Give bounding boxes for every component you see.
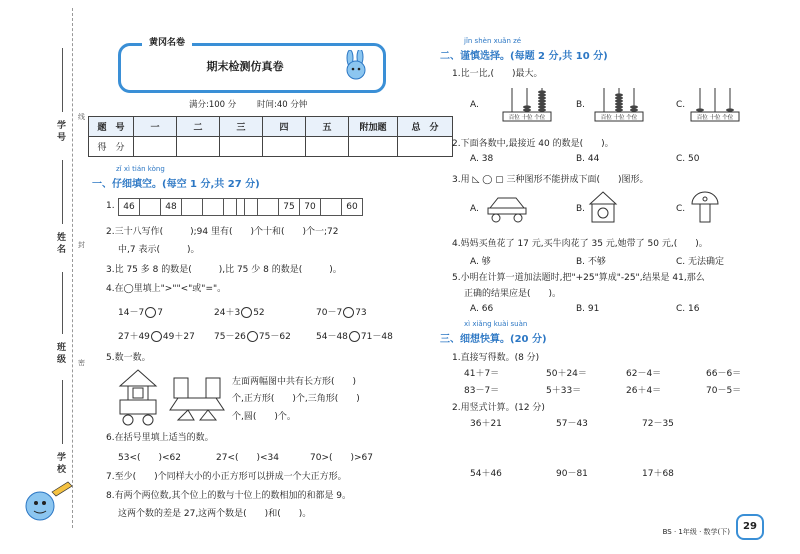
seat-no-blank[interactable] [62, 48, 63, 112]
score-header-cell: 题 号 [89, 117, 134, 137]
oral-calc-item[interactable]: 66－6＝ [706, 369, 742, 379]
vertical-calc-item[interactable]: 17＋68 [642, 469, 674, 479]
option-label[interactable]: C. [676, 100, 686, 110]
s3-q2-title: 2.用竖式计算。(12 分) [452, 403, 545, 413]
q6-item: 53<( )<62 [118, 453, 182, 463]
compare-circle[interactable] [247, 331, 258, 342]
score-header-cell: 二 [177, 117, 220, 137]
seal-mark: 封 [78, 241, 85, 249]
compare-row: 70－7 73 [316, 308, 367, 318]
q2-line1: 2.三十八写作( );94 里有( )个十和( )个一;72 [106, 227, 339, 237]
option-label[interactable]: A. 66 [470, 304, 494, 314]
name-label: 姓 名 [55, 232, 65, 254]
seat-no-label: 学 号 [55, 120, 65, 142]
score-header-cell: 三 [220, 117, 263, 137]
q2-line2: 中,7 表示( )。 [118, 245, 200, 255]
oral-calc-item[interactable]: 41＋7＝ [464, 369, 500, 379]
score-header-cell: 四 [263, 117, 306, 137]
section1-pinyin: zǐ xì tián kòng [116, 165, 165, 173]
s2-q3-text: 3.用 ◺ ◯ ▢ 三种图形不能拼成下面( )图形。 [452, 175, 649, 185]
option-label[interactable]: B. 44 [576, 154, 600, 164]
name-blank[interactable] [62, 160, 63, 224]
score-table-score-row [89, 137, 453, 157]
number-box[interactable]: 60 [341, 198, 363, 216]
option-label[interactable]: C. [676, 204, 686, 214]
cart-figure-icon [166, 372, 228, 422]
s2-q1-text: 1.比一比,( )最大。 [452, 69, 543, 79]
abacus-a-icon [502, 84, 552, 122]
q3-text: 3.比 75 多 8 的数是( ),比 75 少 8 的数是( )。 [106, 265, 342, 275]
line-mark: 线 [78, 113, 85, 121]
number-box[interactable]: 48 [160, 198, 182, 216]
s2-q5-line2: 正确的结果应是( )。 [464, 289, 562, 299]
s2-q2-text: 2.下面各数中,最接近 40 的数是( )。 [452, 139, 614, 149]
option-label[interactable]: C. 16 [676, 304, 700, 314]
school-blank[interactable] [62, 380, 63, 444]
q8-line1: 8.有两个两位数,其个位上的数与十位上的数相加的和都是 9。 [106, 491, 352, 501]
number-box[interactable] [320, 198, 342, 216]
pencil-mascot-icon [20, 478, 74, 524]
q6-item: 70>( )>67 [310, 453, 374, 463]
compare-circle[interactable] [241, 307, 252, 318]
number-box[interactable] [257, 198, 279, 216]
abacus-b-icon [594, 84, 644, 122]
abacus-label: 百位 十位 个位 [600, 115, 638, 121]
oral-calc-item[interactable]: 50＋24＝ [546, 369, 587, 379]
class-label: 班 级 [55, 342, 65, 364]
oral-calc-item[interactable]: 26＋4＝ [626, 386, 662, 396]
s2-q5-line1: 5.小明在计算一道加法题时,把"+25"算成"-25",结果是 41,那么 [452, 273, 705, 283]
number-box[interactable] [202, 198, 224, 216]
compare-circle[interactable] [145, 307, 156, 318]
number-box[interactable]: 46 [118, 198, 140, 216]
number-box[interactable]: 70 [299, 198, 321, 216]
compare-row: 27＋49 49＋27 [118, 332, 195, 342]
vertical-calc-item[interactable]: 90－81 [556, 469, 588, 479]
compare-row: 75－26 75－62 [214, 332, 291, 342]
class-blank[interactable] [62, 272, 63, 334]
oral-calc-item[interactable]: 83－7＝ [464, 386, 500, 396]
score-header-cell: 五 [306, 117, 349, 137]
time-limit: 时间:40 分钟 [257, 100, 308, 110]
score-table [88, 116, 453, 157]
mushroom-figure-icon [690, 190, 720, 224]
s2-q4-text: 4.妈妈买鱼花了 17 元,买牛肉花了 35 元,她带了 50 元,( )。 [452, 239, 708, 249]
compare-circle[interactable] [343, 307, 354, 318]
number-box[interactable] [181, 198, 203, 216]
section3-pinyin: xì xiǎng kuài suàn [464, 320, 528, 328]
score-cell[interactable] [306, 137, 349, 157]
number-box[interactable] [236, 198, 258, 216]
score-row-label: 得 分 [89, 137, 134, 157]
score-header-cell: 总 分 [398, 117, 453, 137]
q5-title: 5.数一数。 [106, 353, 151, 363]
section3-title: 三、细想快算。(20 分) [440, 334, 547, 345]
house-figure-icon [116, 368, 160, 426]
abacus-label: 百位 十位 个位 [508, 115, 546, 121]
score-cell[interactable] [263, 137, 306, 157]
score-header-cell: 附加题 [349, 117, 398, 137]
number-box[interactable] [139, 198, 161, 216]
abacus-c-icon [690, 84, 740, 122]
section2-pinyin: jǐn shèn xuǎn zé [464, 37, 522, 45]
compare-row: 24＋3 52 [214, 308, 265, 318]
compare-circle[interactable] [349, 331, 360, 342]
score-cell[interactable] [177, 137, 220, 157]
q6-item: 27<( )<34 [216, 453, 280, 463]
vertical-calc-item[interactable]: 54＋46 [470, 469, 502, 479]
full-score: 满分:100 分 [189, 100, 237, 110]
section2-title: 二、谨慎选择。(每题 2 分,共 10 分) [440, 51, 608, 62]
option-label[interactable]: A. 38 [470, 154, 494, 164]
option-label[interactable]: A. 够 [470, 257, 491, 267]
binding-line [72, 8, 73, 528]
option-label[interactable]: B. 91 [576, 304, 600, 314]
q6-title: 6.在括号里填上适当的数。 [106, 433, 214, 443]
house-shape-icon [588, 190, 618, 224]
abacus-label: 百位 十位 个位 [696, 115, 734, 121]
option-label[interactable]: C. 50 [676, 154, 700, 164]
footer-text: BS · 1年级 · 数学(下) [662, 528, 730, 536]
option-label[interactable]: B. [576, 100, 586, 110]
q1-label: 1. [106, 201, 115, 211]
score-header-cell: 一 [134, 117, 177, 137]
q4-title: 4.在◯里填上">""<"或"="。 [106, 284, 227, 294]
compare-circle[interactable] [151, 331, 162, 342]
vertical-calc-item[interactable]: 36＋21 [470, 419, 502, 429]
option-label[interactable]: C. 无法确定 [676, 257, 725, 267]
secret-mark: 密 [78, 359, 85, 367]
compare-row: 14－7 7 [118, 308, 163, 318]
car-figure-icon [484, 194, 530, 224]
option-label[interactable]: A. [470, 100, 479, 110]
oral-calc-item[interactable]: 5＋33＝ [546, 386, 582, 396]
option-label[interactable]: B. 不够 [576, 257, 606, 267]
section1-title: 一、仔细填空。(每空 1 分,共 27 分) [92, 179, 260, 190]
number-box[interactable]: 75 [278, 198, 300, 216]
q5-text1: 左面两幅图中共有长方形( ) [232, 377, 357, 387]
vertical-calc-item[interactable]: 57－43 [556, 419, 588, 429]
score-cell[interactable] [349, 137, 398, 157]
rabbit-mascot-icon [340, 50, 374, 82]
option-label[interactable]: B. [576, 204, 586, 214]
oral-calc-item[interactable]: 62－4＝ [626, 369, 662, 379]
q8-line2: 这两个数的差是 27,这两个数是( )和( )。 [118, 509, 312, 519]
score-table-header-row [89, 117, 453, 137]
q7-text: 7.至少( )个同样大小的小正方形可以拼成一个大正方形。 [106, 472, 347, 482]
score-cell[interactable] [398, 137, 453, 157]
logo: 黄冈名卷 [142, 36, 192, 50]
s3-q1-title: 1.直接写得数。(8 分) [452, 353, 540, 363]
school-label: 学 校 [55, 452, 65, 474]
vertical-calc-item[interactable]: 72－35 [642, 419, 674, 429]
q5-text3: 个,圆( )个。 [232, 412, 296, 422]
oral-calc-item[interactable]: 70－5＝ [706, 386, 742, 396]
compare-row: 54－48 71－48 [316, 332, 393, 342]
page-title: 期末检测仿真卷 [206, 60, 284, 73]
q5-text2: 个,正方形( )个,三角形( ) [232, 394, 360, 404]
score-cell[interactable] [220, 137, 263, 157]
option-label[interactable]: A. [470, 204, 479, 214]
score-cell[interactable] [134, 137, 177, 157]
page-number: 29 [736, 514, 764, 540]
